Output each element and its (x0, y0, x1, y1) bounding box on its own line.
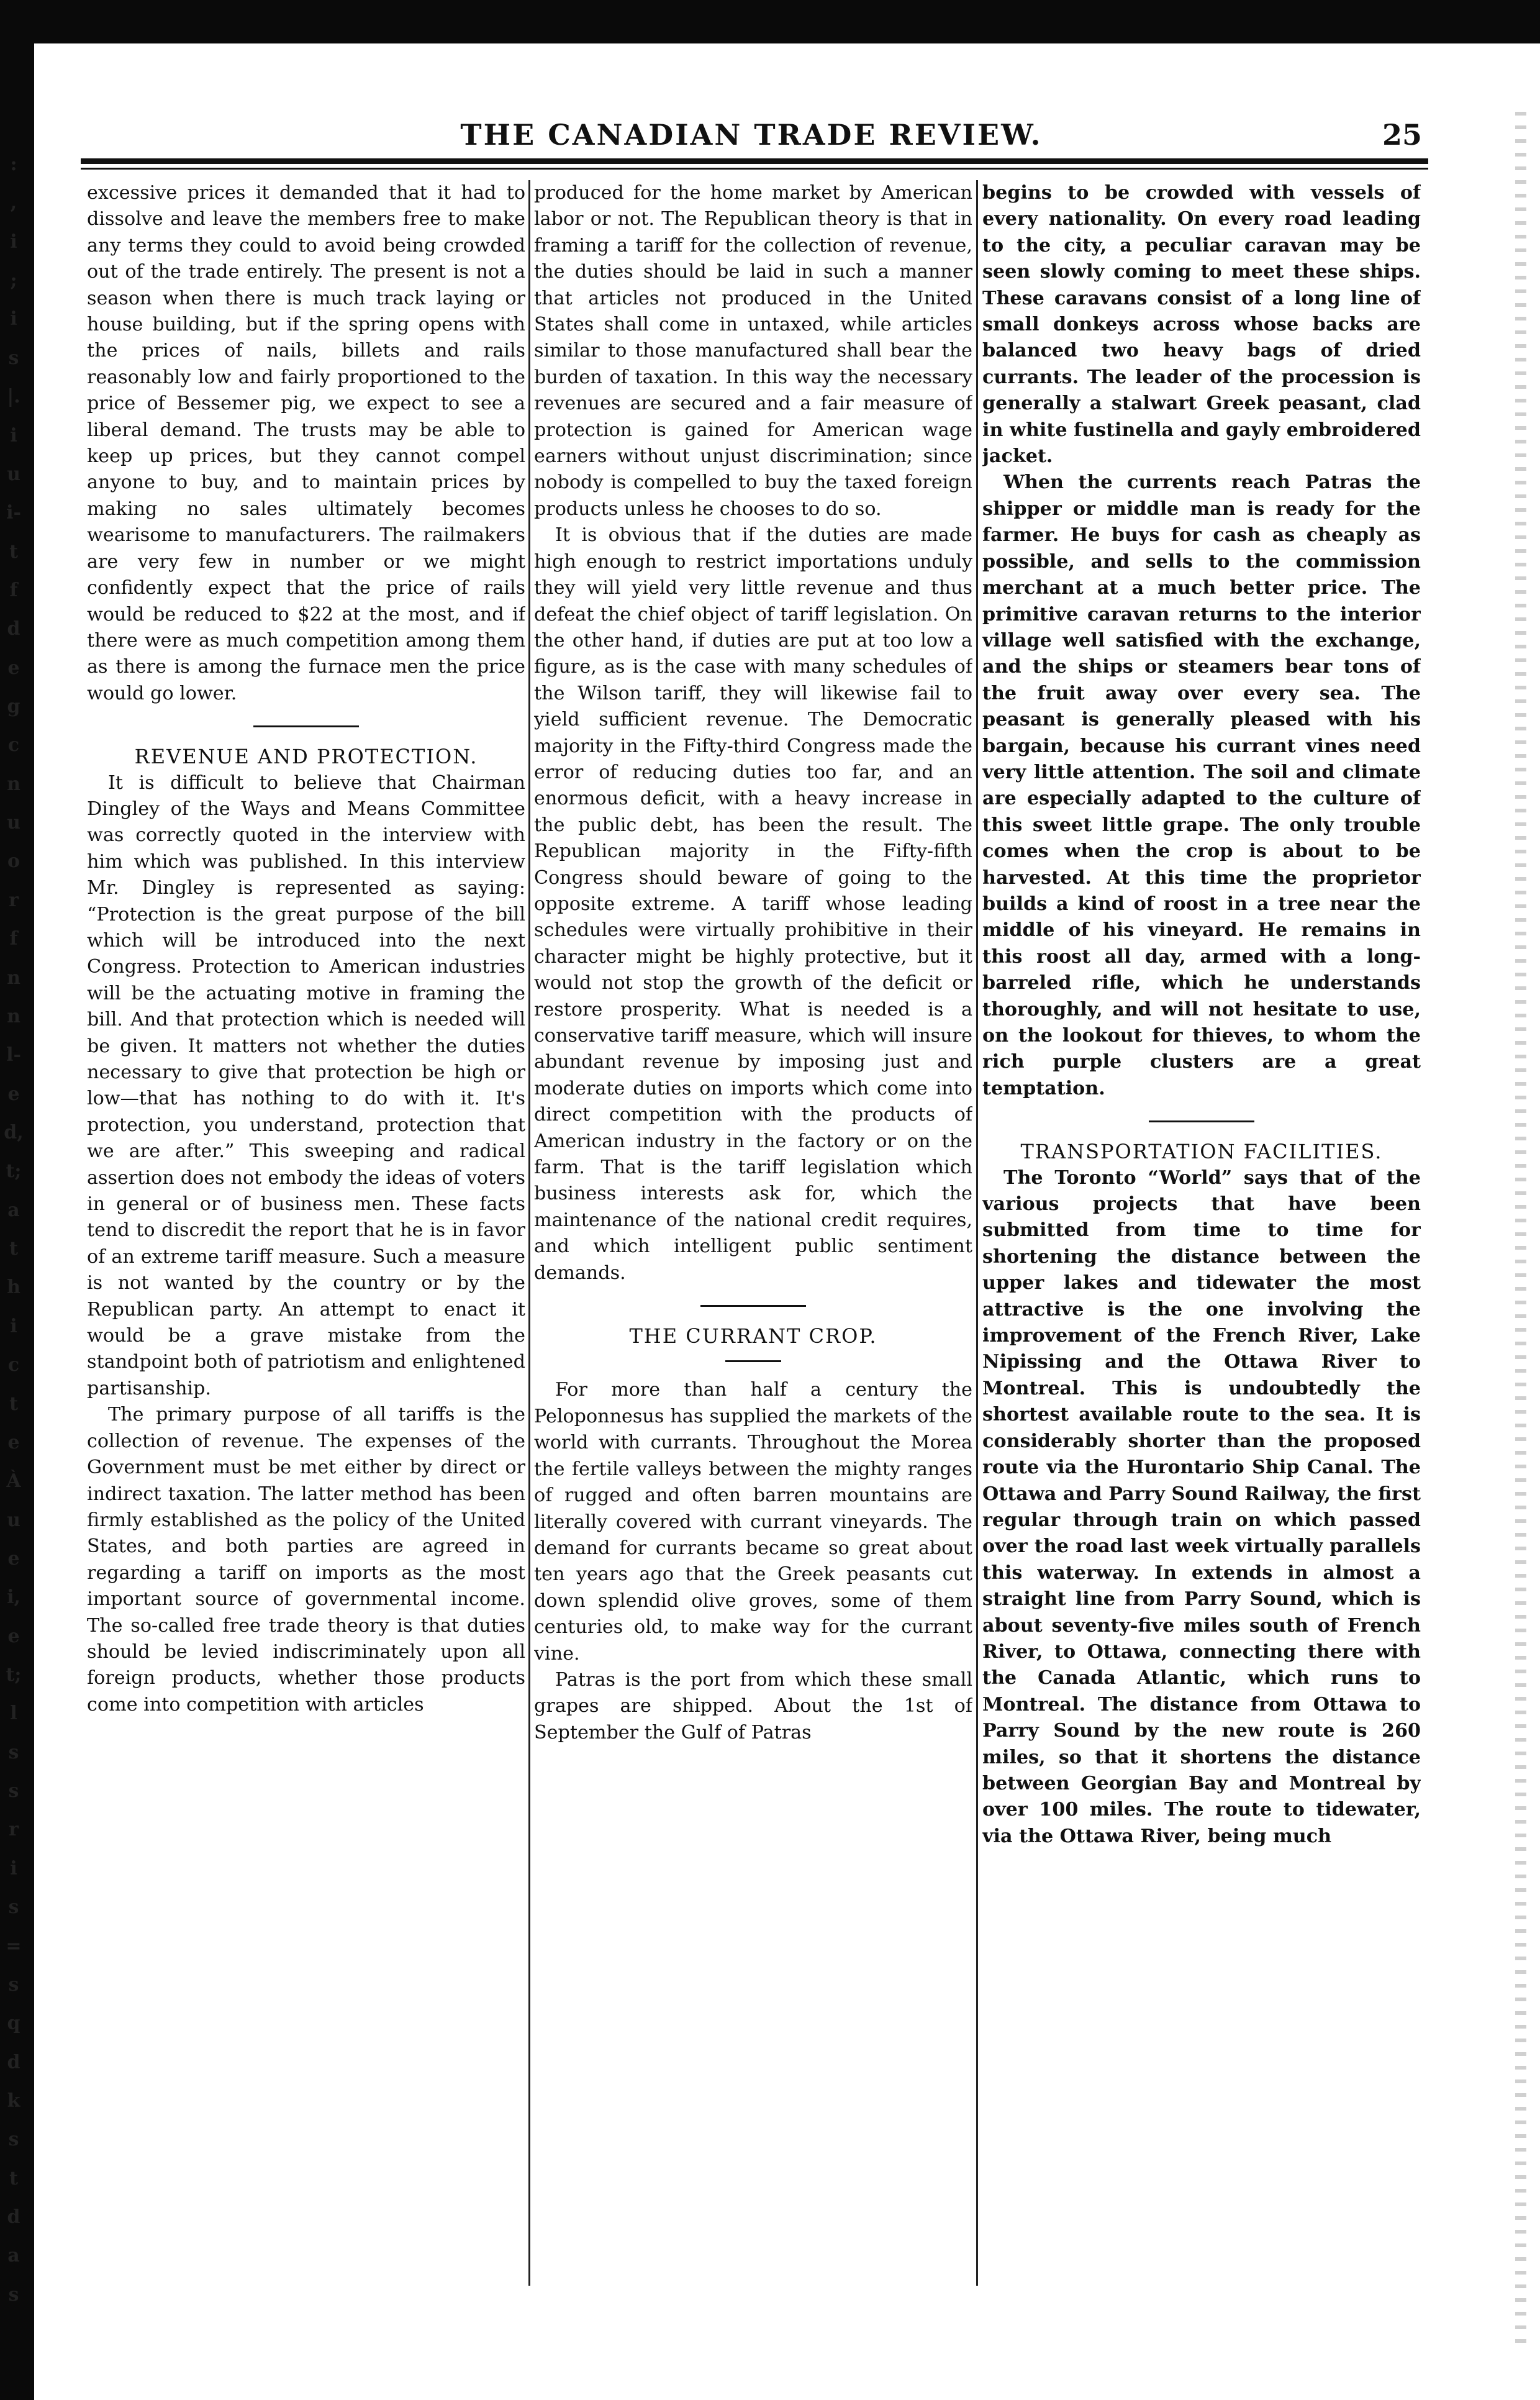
margin-fragment: r (9, 889, 19, 911)
margin-fragment: s (8, 2283, 19, 2306)
margin-fragment: u (7, 463, 20, 485)
column-1 (87, 180, 525, 2286)
margin-fragment: t (9, 2167, 18, 2189)
margin-fragment: i (10, 230, 17, 253)
margin-fragment: s (8, 2129, 19, 2151)
margin-fragment: = (6, 1935, 22, 1957)
margin-fragment: i- (6, 502, 21, 524)
margin-fragment: n (7, 966, 20, 989)
margin-fragment: i (10, 1315, 17, 1337)
header-rule-thin (81, 168, 1428, 170)
paragraph: The primary purpose of all tariffs is the collection of revenue. The expenses of the Government must be met either by direct or indirect taxation. The latter method has been firmly established as the policy of the United States, and both parties are agreed in regarding a tariff on imports as the most important source of governmental income. The so-called free trade theory is that duties should be levied indiscriminately upon all foreign products, whether those products come into competition with articles (87, 1404, 525, 1716)
header-rule-thick (81, 158, 1428, 164)
margin-fragment: r (9, 1819, 19, 1841)
margin-fragment: o (7, 850, 20, 873)
paragraph: For more than half a century the Peloponnesus has supplied the markets of the world with currants. Throughout the Morea the fertile valleys between the mighty ranges of rugged and often barren mountains are literally covered with currant vineyards. The demand for currants became so great about ten years ago that the Greek peasants cut down splendid olive groves, some of them centuries old, to make way for the currant vine. (534, 1379, 972, 1665)
section-divider (1149, 1120, 1254, 1122)
margin-fragment: s (8, 1741, 19, 1763)
margin-fragment: a (7, 2245, 20, 2267)
section-divider (700, 1305, 806, 1307)
heading-the-currant-crop: THE CURRANT CROP. (629, 1324, 877, 1348)
margin-fragment: l (10, 1702, 17, 1725)
margin-fragment: h (7, 1276, 20, 1299)
paragraph: It is obvious that if the duties are made high enough to restrict importations unduly they will yield very little revenue and thus defeat the chief object of tariff legislation. On the other hand, if duties are put at too low a figure, as is the case with many schedules of the Wilson tariff, they will likewise fail to yield sufficient revenue. The Democratic majority in the Fifty-third Congress made the error of reducing duties too far, and an enormous deficit, with a heavy increase in the public debt, has been the result. The Republican majority in the Fifty-fifth Congress should beware of going to the opposite extreme. A tariff whose leading schedules were virtually prohibitive in their character might be highly protective, but it would not stop the growth of the deficit or restore prosperity. What is needed is a conservative tariff measure, which will insure abundant revenue by imposing just and moderate duties on imports which come into direct competition with the products of American industry in the factory or on the farm. That is the tariff legislation which business interests ask for, which the maintenance of the national credit requires, and which intelligent public sentiment demands. (534, 524, 972, 1284)
margin-fragment: t; (6, 1664, 22, 1686)
margin-fragment: s (8, 1973, 19, 1996)
margin-fragment: s (8, 1780, 19, 1802)
margin-fragment: d (7, 2051, 20, 2073)
margin-fragment: e (7, 1431, 20, 1453)
margin-fragment: : (10, 153, 17, 175)
margin-fragment: d (7, 2206, 20, 2229)
margin-fragment: a (7, 1199, 20, 1221)
section-divider (253, 725, 359, 727)
paragraph: The Toronto “World” says that of the various projects that have been submitted from time to time for shortening the distance between the upper lakes and tidewater the most attractive is the one involving the improvement of the French River, Lake Nipissing and the Ottawa River to Montreal. This is undoubtedly the shortest available route to the sea. It is considerably shorter than the proposed route via the Hurontario Ship Canal. The Ottawa and Parry Sound Railway, the first regular through train on which passed over the road last week virtually parallels this waterway. In extends in almost a straight line from Parry Sound, which is about seventy-five miles south of French River, to Ottawa, connecting there with the Canada Atlantic, which runs to Montreal. The distance from Ottawa to Parry Sound by the new route is 260 miles, so that it shortens the distance between Georgian Bay and Montreal by over 100 miles. The route to tidewater, via the Ottawa River, being much (982, 1166, 1421, 1847)
heading-revenue-and-protection: REVENUE AND PROTECTION. (134, 745, 478, 769)
margin-fragment: n (7, 773, 20, 795)
margin-fragment: d (7, 618, 20, 640)
binding-margin-fragments (0, 155, 27, 2304)
margin-fragment: f (9, 579, 18, 601)
margin-fragment: t (9, 1393, 18, 1415)
right-edge-shadow (1515, 112, 1526, 2348)
margin-fragment: g (7, 696, 20, 718)
margin-fragment: e (7, 1625, 20, 1647)
margin-fragment: u (7, 1509, 20, 1531)
column-divider-2 (976, 180, 978, 2286)
margin-fragment: e (7, 1083, 20, 1105)
paragraph: Patras is the port from which these small grapes are shipped. About the 1st of September the Gulf of Patras (534, 1668, 972, 1743)
margin-fragment: k (7, 2089, 20, 2112)
margin-fragment: t; (6, 1160, 22, 1183)
margin-fragment: |. (7, 386, 20, 408)
paragraph: When the currents reach Patras the shipper or middle man is ready for the farmer. He buys for cash as cheaply as possible, and sells to the commission merchant at a much better price. The primitive caravan returns to the interior village well satisfied with the exchange, and the ships or steamers bear tons of the fruit away over every sea. The peasant is generally pleased with his bargain, because his currant vines need very little attention. The soil and climate are especially adapted to the culture of this sweet little grape. The only trouble comes when the crop is about to be harvested. At this time the proprietor builds a kind of roost in a tree near the middle of his vineyard. He remains in this roost all day, armed with a long-barreled rifle, which he understands thoroughly, and will not hesitate to use, on the lookout for thieves, to whom the rich purple clusters are a great temptation. (982, 471, 1421, 1099)
margin-fragment: s (8, 347, 19, 369)
page-number: 25 (1382, 118, 1422, 152)
margin-fragment: l- (6, 1044, 21, 1066)
heading-underline (725, 1360, 781, 1362)
margin-fragment: t (9, 1238, 18, 1260)
paragraph: It is difficult to believe that Chairman Dingley of the Ways and Means Committee was correctly quoted in the interview with him which was published. In this interview Mr. Dingley is represented as saying: “Protection is the great purpose of the bill which will be introduced into the next Congress. Protection to American industries will be the actuating motive in framing the bill. And that protection which is needed will be given. It matters not whether the duties necessary to give that protection be high or low—that has nothing to do with it. It's protection, you understand, protection that we are after.” This sweeping and radical assertion does not embody the ideas of voters in general or of business men. These facts tend to discredit the report that he is in favor of an extreme tariff measure. Such a measure is not wanted by the country or by the Republican party. An attempt to enact it would be a grave mistake from the standpoint both of patriotism and enlightened partisanship. (87, 771, 525, 1399)
margin-fragment: c (7, 1354, 20, 1376)
margin-fragment: c (7, 734, 20, 757)
margin-fragment: i (10, 1857, 17, 1880)
column-divider-1 (528, 180, 530, 2286)
margin-fragment: q (7, 2012, 20, 2035)
paragraph-continued: begins to be crowded with vessels of every nationality. On every road leading to the city, a peculiar caravan may be seen slowly coming to meet these ships. These caravans consist of a long line of small donkeys across whose backs are balanced two heavy bags of dried currants. The leader of the procession is generally a stalwart Greek peasant, clad in white fustinella and gayly embroidered jacket. (982, 182, 1421, 468)
margin-fragment: , (10, 192, 17, 214)
running-head: THE CANADIAN TRADE REVIEW. (460, 118, 1043, 152)
heading-transportation-facilities: TRANSPORTATION FACILITIES. (1020, 1140, 1383, 1164)
paragraph-continued: produced for the home market by American labor or not. The Republican theory is that in framing a tariff for the collection of revenue, the duties should be laid in such a manner that articles not produced in the United States shall come in untaxed, while articles similar to those manufactured shall bear the burden of taxation. In this way the necessary revenues are secured and a fair measure of protection is gained for American wage earners without unjust discrimination; since nobody is compelled to buy the taxed foreign products unless he chooses to do so. (534, 182, 972, 520)
margin-fragment: ; (10, 270, 17, 292)
margin-fragment: i (10, 424, 17, 447)
margin-fragment: À (6, 1470, 21, 1493)
scan-border-top (0, 0, 1540, 43)
margin-fragment: e (7, 1547, 20, 1570)
margin-fragment: i (10, 308, 17, 330)
margin-fragment: d, (4, 1121, 24, 1143)
margin-fragment: e (7, 657, 20, 679)
margin-fragment: s (8, 1896, 19, 1919)
column-3 (982, 180, 1421, 2286)
page-header (81, 62, 1422, 155)
column-2 (534, 180, 972, 2286)
margin-fragment: i, (7, 1586, 20, 1609)
margin-fragment: f (9, 928, 18, 950)
margin-fragment: t (9, 540, 18, 563)
margin-fragment: u (7, 812, 20, 834)
paragraph-continued: excessive prices it demanded that it had to dissolve and leave the members free to make any terms they could to avoid being crowded out of the trade entirely. The present is not a season when there is much track laying or house building, but if the spring opens with the prices of nails, billets and rails reasonably low and fairly proportioned to the price of Bessemer pig, we expect to see a liberal demand. The trusts may be able to keep up prices, but they cannot compel anyone to buy, and to maintain prices by making no sales ultimately becomes wearisome to manufacturers. The railmakers are very few in number or we might confidently expect that the price of rails would be reduced to $22 at the most, and if there were as much competition among them as there is among the furnace men the price would go lower. (87, 182, 525, 704)
margin-fragment: n (7, 1005, 20, 1027)
